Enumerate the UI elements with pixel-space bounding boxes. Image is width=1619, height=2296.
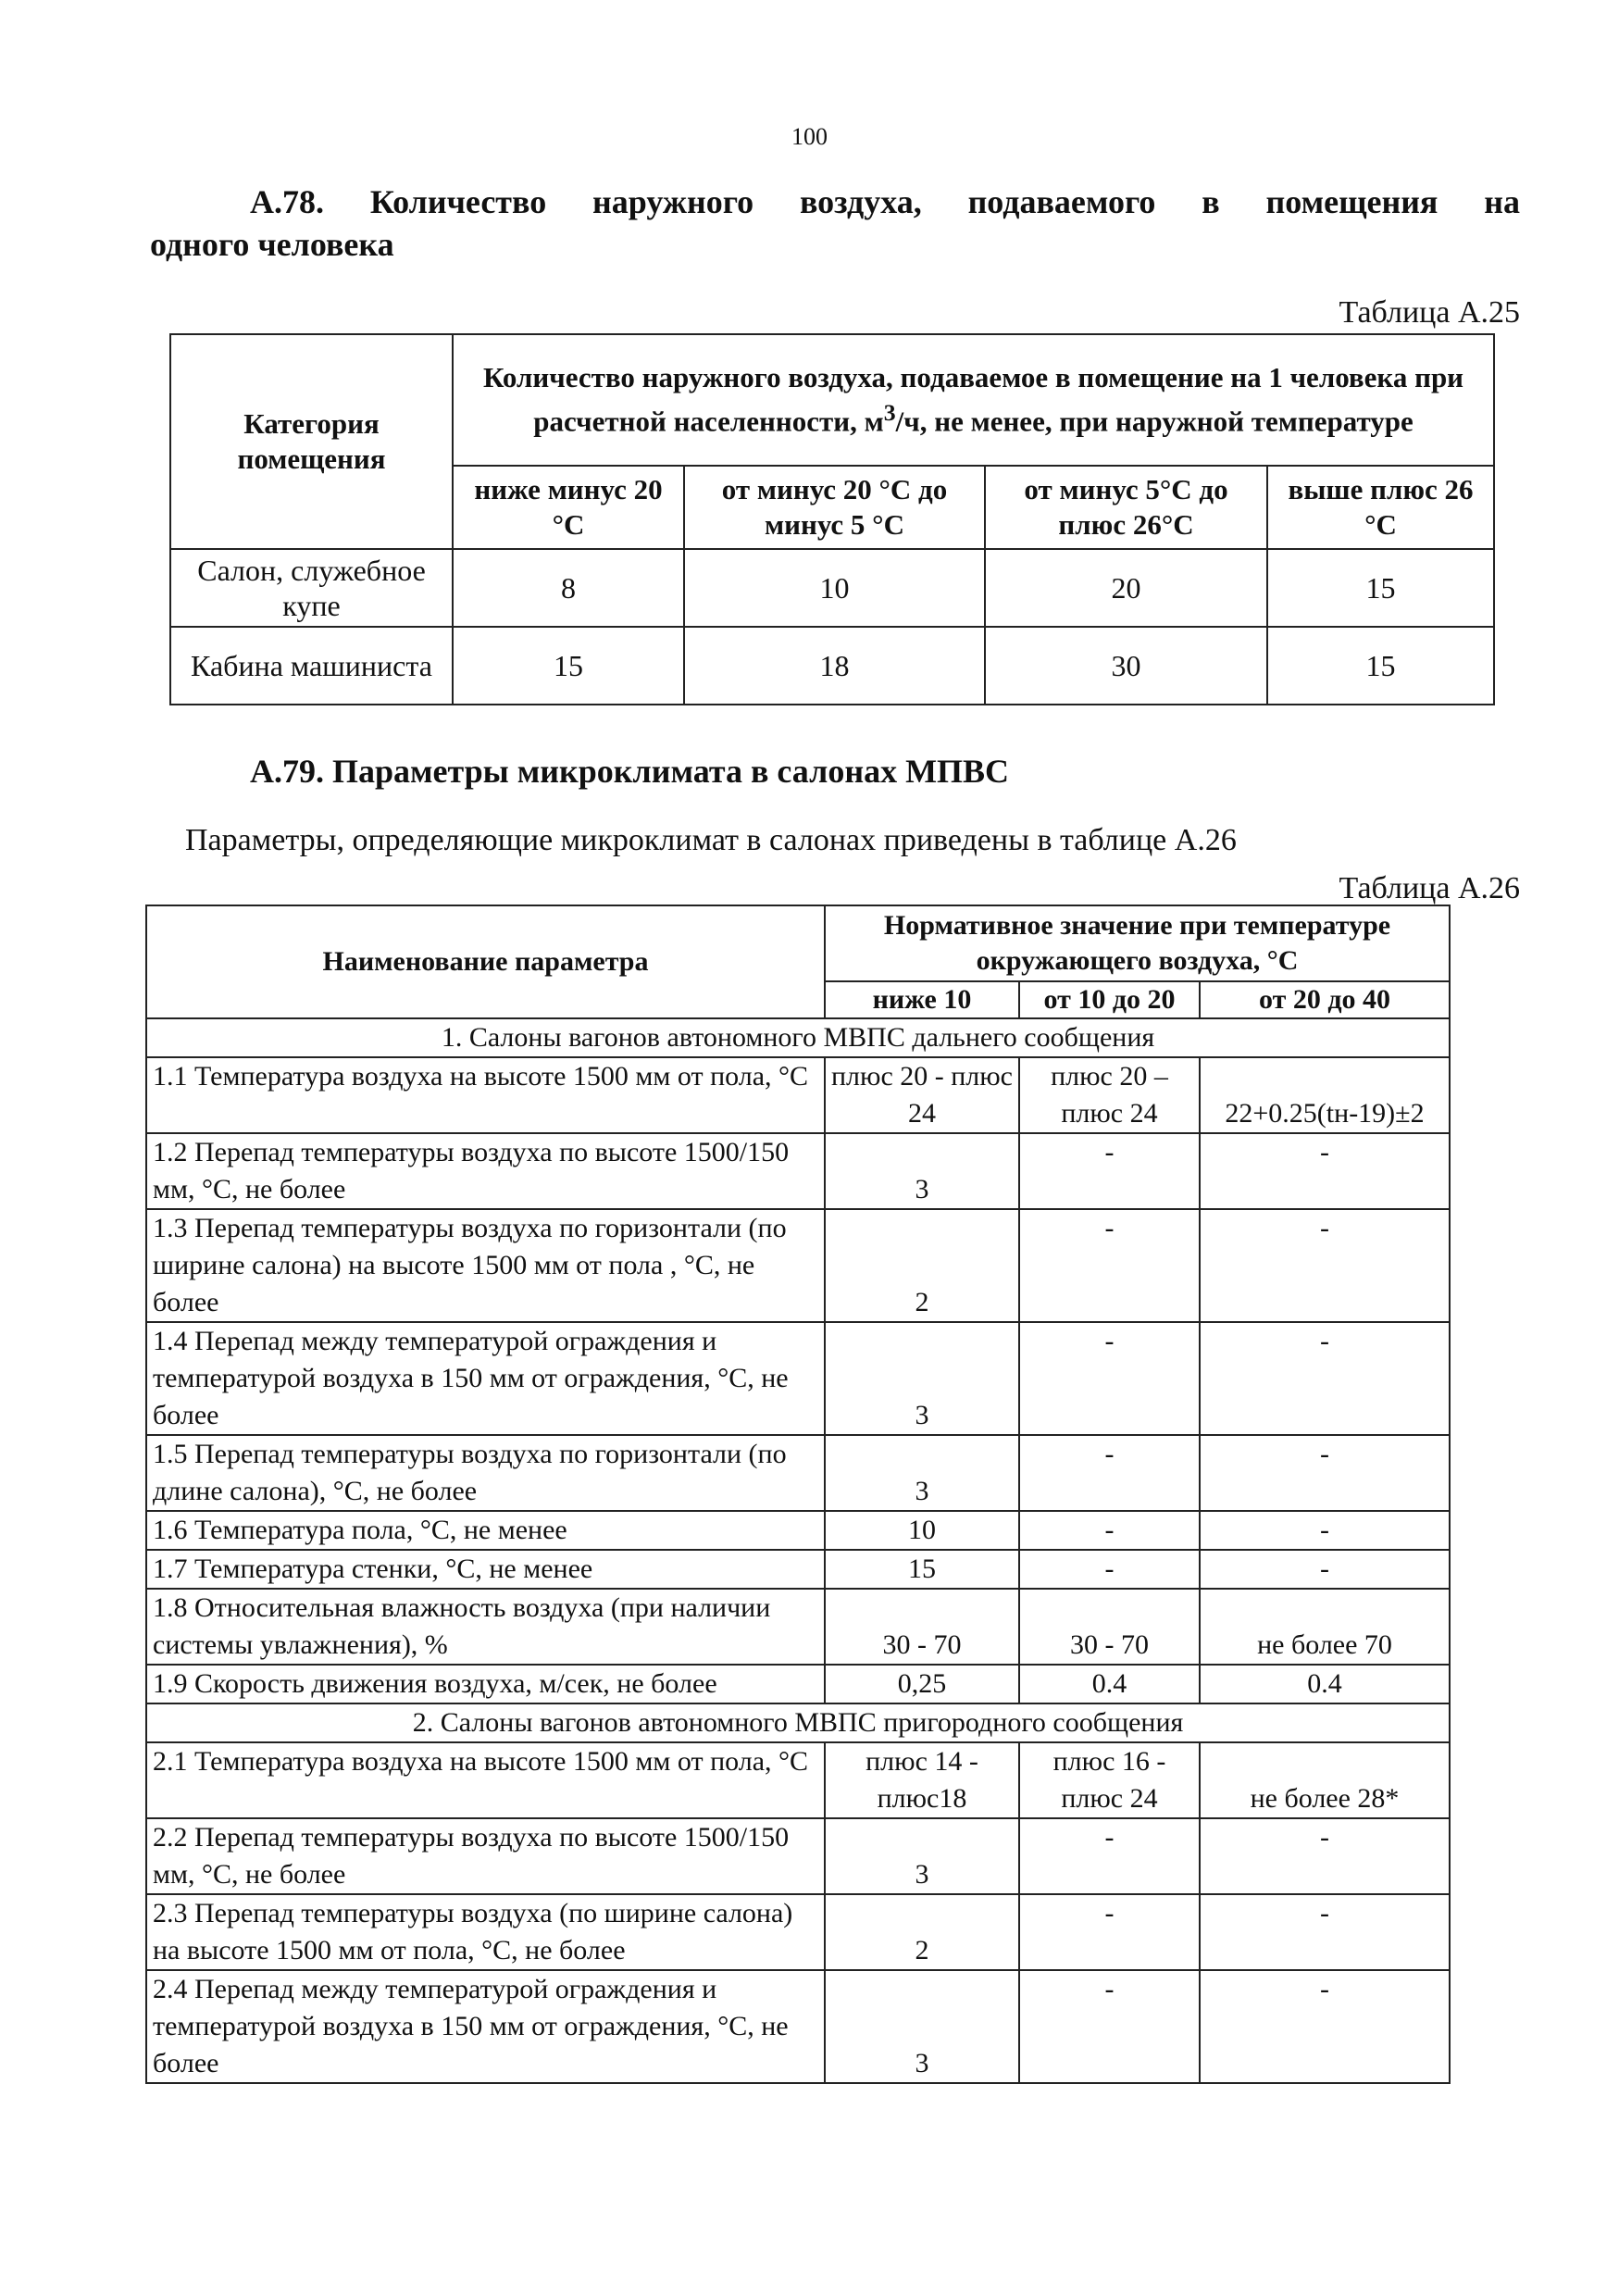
table-cell-10-20: 0.4 <box>1019 1665 1200 1703</box>
table-a26-subheader: от 20 до 40 <box>1200 981 1450 1018</box>
table-cell-below-10: 2 <box>825 1209 1019 1322</box>
table-cell: 15 <box>453 627 684 705</box>
table-cell: 10 <box>684 549 985 627</box>
table-cell-10-20: 30 - 70 <box>1019 1589 1200 1665</box>
table-cell-param: 2.2 Перепад температуры воздуха по высоте 1500/150 мм, °С, не более <box>146 1818 825 1894</box>
table-a25 <box>169 333 1495 705</box>
table-a26-header-param: Наименование параметра <box>146 905 825 1018</box>
table-row <box>146 1818 1450 1894</box>
table-a25-header-main: Количество наружного воздуха, подаваемое в помещение на 1 человека при расчетной населенности, $м^3/ч$, не менее, при наружной температуре <box>453 334 1494 466</box>
table-cell-10-20: плюс 16 - плюс 24 <box>1019 1742 1200 1818</box>
table-cell-below-10: плюс 14 - плюс18 <box>825 1742 1019 1818</box>
table-row <box>146 1057 1450 1133</box>
table-cell-20-40: - <box>1200 1894 1450 1970</box>
table-cell-10-20: плюс 20 – плюс 24 <box>1019 1057 1200 1133</box>
table-row <box>146 1550 1450 1589</box>
table-cell-param: 1.7 Температура стенки, °С, не менее <box>146 1550 825 1589</box>
table-cell: 30 <box>985 627 1267 705</box>
table-cell-param: 2.4 Перепад между температурой ограждения и температурой воздуха в 150 мм от ограждения, °С, не более <box>146 1970 825 2083</box>
table-cell-10-20: - <box>1019 1133 1200 1209</box>
table-cell: 20 <box>985 549 1267 627</box>
table-group-row <box>146 1703 1450 1742</box>
table-a25-subheader: от минус 5°С до плюс 26°С <box>985 466 1267 549</box>
table-cell-20-40: 22+0.25(tн-19)±2 <box>1200 1057 1450 1133</box>
table-cell-below-10: 2 <box>825 1894 1019 1970</box>
table-cell-param: 1.3 Перепад температуры воздуха по горизонтали (по ширине салона) на высоте 1500 мм от пола , °С, не более <box>146 1209 825 1322</box>
table-a26-body <box>146 1018 1450 2083</box>
table-row <box>146 1511 1450 1550</box>
table-cell-10-20: - <box>1019 1511 1200 1550</box>
table-row <box>146 1209 1450 1322</box>
table-cell-below-10: 30 - 70 <box>825 1589 1019 1665</box>
table-a26-subheader: от 10 до 20 <box>1019 981 1200 1018</box>
table-a25-header-category: Категория помещения <box>170 334 453 549</box>
table-a26-header-norm: Нормативное значение при температуре окружающего воздуха, °С <box>825 905 1450 981</box>
table-group-row <box>146 1018 1450 1057</box>
table-row <box>170 549 1494 627</box>
table-cell-below-10: 3 <box>825 1970 1019 2083</box>
table-cell-10-20: - <box>1019 1894 1200 1970</box>
table-row <box>146 1894 1450 1970</box>
section-title-a78-line2: одного человека <box>150 226 394 263</box>
table-cell: 15 <box>1267 627 1494 705</box>
table-a25-caption: Таблица А.25 <box>1339 295 1520 330</box>
table-row <box>146 1133 1450 1209</box>
table-cell-below-10: 3 <box>825 1322 1019 1435</box>
table-a26-intro: Параметры, определяющие микроклимат в салонах приведены в таблице А.26 <box>185 823 1237 857</box>
table-cell-10-20: - <box>1019 1818 1200 1894</box>
section-title-a78 <box>150 181 1520 266</box>
table-cell-param: 1.6 Температура пола, °С, не менее <box>146 1511 825 1550</box>
table-a25-subheader: выше плюс 26 °С <box>1267 466 1494 549</box>
table-group-title: 2. Салоны вагонов автономного МВПС пригородного сообщения <box>146 1703 1450 1742</box>
table-row <box>146 1435 1450 1511</box>
table-cell-10-20: - <box>1019 1550 1200 1589</box>
table-group-title: 1. Салоны вагонов автономного МВПС дальнего сообщения <box>146 1018 1450 1057</box>
table-cell: 15 <box>1267 549 1494 627</box>
table-row <box>146 1322 1450 1435</box>
table-a26-subheader: ниже 10 <box>825 981 1019 1018</box>
table-cell-20-40: - <box>1200 1209 1450 1322</box>
table-cell-below-10: 3 <box>825 1818 1019 1894</box>
table-row <box>170 627 1494 705</box>
table-row <box>146 1665 1450 1703</box>
table-cell-20-40: - <box>1200 1511 1450 1550</box>
table-a25-subheader: ниже минус 20 °С <box>453 466 684 549</box>
table-cell-10-20: - <box>1019 1435 1200 1511</box>
table-cell: 18 <box>684 627 985 705</box>
table-a26 <box>145 905 1451 2084</box>
page-number: 100 <box>791 123 828 150</box>
table-cell-10-20: - <box>1019 1970 1200 2083</box>
table-cell-param: 1.2 Перепад температуры воздуха по высоте 1500/150 мм, °С, не более <box>146 1133 825 1209</box>
table-cell-param: 1.8 Относительная влажность воздуха (при наличии системы увлажнения), % <box>146 1589 825 1665</box>
section-title-a78-line1: А.78. Количество наружного воздуха, подаваемого в помещения на <box>250 183 1520 220</box>
table-row <box>146 1970 1450 2083</box>
table-cell-20-40: - <box>1200 1970 1450 2083</box>
table-cell-20-40: - <box>1200 1133 1450 1209</box>
table-cell-param: 2.3 Перепад температуры воздуха (по ширине салона) на высоте 1500 мм от пола, °С, не более <box>146 1894 825 1970</box>
table-cell-20-40: - <box>1200 1322 1450 1435</box>
table-cell-param: 2.1 Температура воздуха на высоте 1500 мм от пола, °С <box>146 1742 825 1818</box>
table-cell-20-40: - <box>1200 1435 1450 1511</box>
table-cell: 8 <box>453 549 684 627</box>
table-cell-below-10: 10 <box>825 1511 1019 1550</box>
table-cell-20-40: не более 70 <box>1200 1589 1450 1665</box>
table-cell-10-20: - <box>1019 1209 1200 1322</box>
table-cell-20-40: 0.4 <box>1200 1665 1450 1703</box>
table-cell-below-10: 3 <box>825 1133 1019 1209</box>
table-cell-param: 1.5 Перепад температуры воздуха по горизонтали (по длине салона), °С, не более <box>146 1435 825 1511</box>
table-cell-20-40: - <box>1200 1818 1450 1894</box>
table-cell-below-10: плюс 20 - плюс 24 <box>825 1057 1019 1133</box>
table-cell-param: 1.9 Скорость движения воздуха, м/сек, не более <box>146 1665 825 1703</box>
table-cell-below-10: 0,25 <box>825 1665 1019 1703</box>
table-cell-20-40: - <box>1200 1550 1450 1589</box>
table-cell-category: Кабина машиниста <box>170 627 453 705</box>
table-row <box>146 1589 1450 1665</box>
table-cell-10-20: - <box>1019 1322 1200 1435</box>
table-cell-below-10: 3 <box>825 1435 1019 1511</box>
table-cell-below-10: 15 <box>825 1550 1019 1589</box>
table-cell-20-40: не более 28* <box>1200 1742 1450 1818</box>
table-cell-category: Салон, служебное купе <box>170 549 453 627</box>
table-a25-subheader: от минус 20 °С до минус 5 °С <box>684 466 985 549</box>
table-cell-param: 1.1 Температура воздуха на высоте 1500 мм от пола, °С <box>146 1057 825 1133</box>
table-row <box>146 1742 1450 1818</box>
table-a26-caption: Таблица А.26 <box>1339 871 1520 905</box>
section-title-a79: А.79. Параметры микроклимата в салонах МПВС <box>250 753 1010 790</box>
table-cell-param: 1.4 Перепад между температурой ограждения и температурой воздуха в 150 мм от ограждения, °С, не более <box>146 1322 825 1435</box>
